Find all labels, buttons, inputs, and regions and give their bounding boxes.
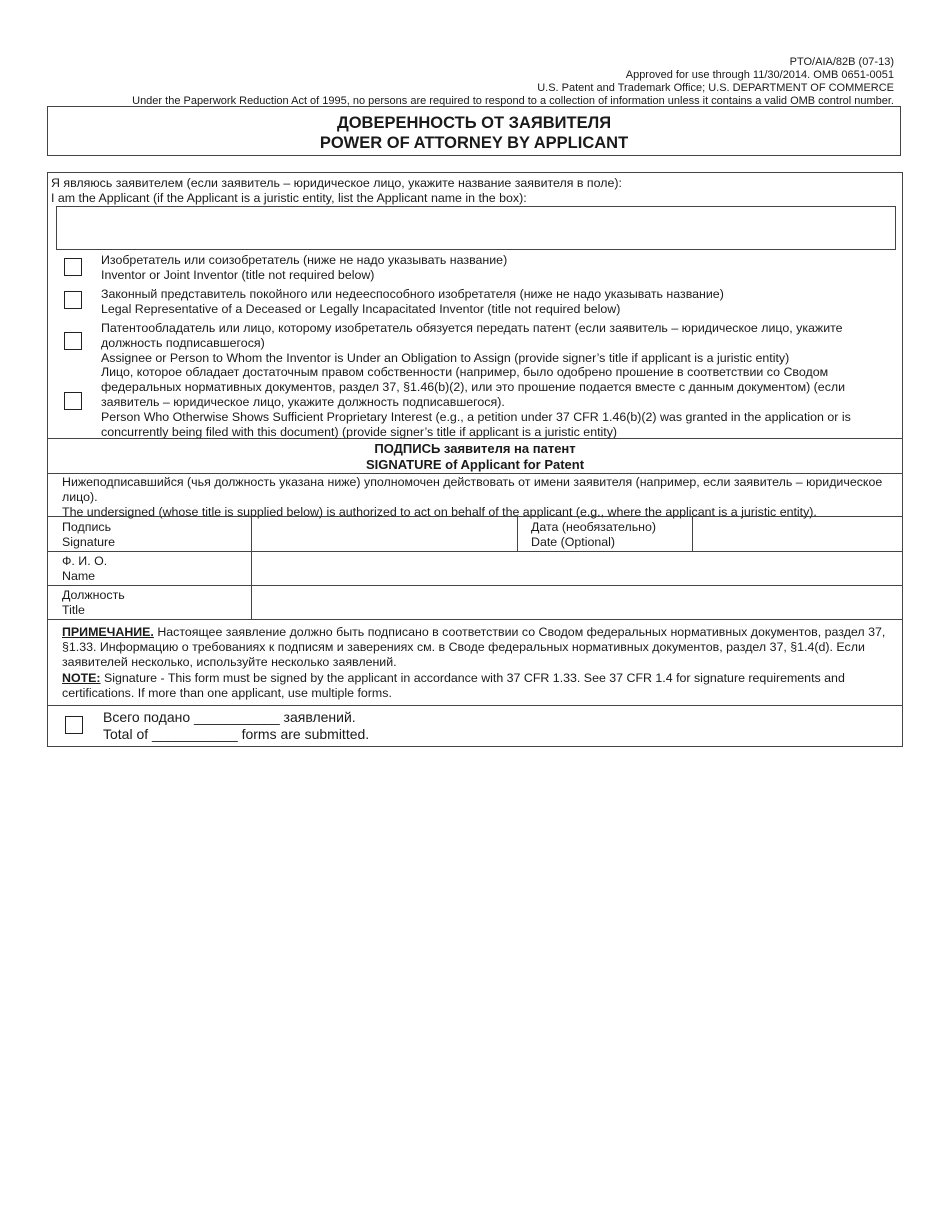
office-name: U.S. Patent and Trademark Office; U.S. DEPARTMENT OF COMMERCE <box>537 82 894 94</box>
divider <box>48 516 902 517</box>
date-label-en: Date (Optional) <box>531 535 616 549</box>
date-label <box>531 520 656 550</box>
signature-input[interactable] <box>258 520 513 550</box>
form-header <box>132 56 894 108</box>
option-proprietary-interest-ru: Лицо, которое обладает достаточным правом собственности (например, было одобрено прошение в соответствии со Сводом федеральных нормативных документов, раздел 37, §1.46(b)(2), или это прошение подается вместе с данным документом) (если заявитель – юридическое лицо, укажите должность подписавшегося). <box>101 365 846 409</box>
name-label-ru: Ф. И. О. <box>62 554 108 568</box>
signature-label-en: Signature <box>62 535 116 549</box>
note-ru-text: Настоящее заявление должно быть подписано в соответствии со Сводом федеральных нормативных документов, раздел 37, §1.33. Информацию о требованиях к подписям и заверениях см. в Своде федеральных нормативных документов, раздел 37, §1.4(d). Если заявителей несколько, используйте несколько заявлений. <box>62 625 886 669</box>
total-forms-ru: Всего подано ___________ заявлений. <box>103 709 356 725</box>
divider <box>48 619 902 620</box>
note-en-label: NOTE: <box>62 671 101 685</box>
signature-heading-ru: ПОДПИСЬ заявителя на патент <box>374 441 576 456</box>
signature-label-ru: Подпись <box>62 520 112 534</box>
note-en <box>62 671 892 701</box>
option-legal-representative-ru: Законный представитель покойного или недееспособного изобретателя (ниже не надо указывать название) <box>101 287 724 301</box>
note-en-text: Signature - This form must be signed by the applicant in accordance with 37 CFR 1.33. See 37 CFR 1.4 for signature requirements and certifications. If more than one applicant, use multiple forms. <box>62 671 845 700</box>
name-label <box>62 554 107 584</box>
note-ru <box>62 625 892 670</box>
checkbox-assignee[interactable] <box>64 332 82 350</box>
option-proprietary-interest-en: Person Who Otherwise Shows Sufficient Proprietary Interest (e.g., a petition under 37 CFR 1.46(b)(2) was granted in the application or is concurrently being filed with this document) (provide signer’s title if applicant is a juristic entity) <box>101 410 851 439</box>
divider <box>48 551 902 552</box>
name-label-en: Name <box>62 569 96 583</box>
applicant-intro-en: I am the Applicant (if the Applicant is a juristic entity, list the Applicant name in the box): <box>51 191 527 205</box>
divider <box>692 516 693 551</box>
signature-label <box>62 520 115 550</box>
option-legal-representative <box>101 287 871 317</box>
omb-approval: Approved for use through 11/30/2014. OMB 0651-0051 <box>625 69 894 81</box>
name-input[interactable] <box>258 554 888 584</box>
paperwork-notice: Under the Paperwork Reduction Act of 1995, no persons are required to respond to a collection of information unless it contains a valid OMB control number. <box>132 95 894 107</box>
option-inventor <box>101 253 871 283</box>
form-id: PTO/AIA/82B (07-13) <box>789 56 894 68</box>
authorization-en: The undersigned (whose title is supplied below) is authorized to act on behalf of the applicant (e.g., where the applicant is a juristic entity). <box>62 505 817 519</box>
divider <box>48 473 902 474</box>
applicant-intro-ru: Я являюсь заявителем (если заявитель – юридическое лицо, укажите название заявителя в поле): <box>51 176 622 190</box>
signature-heading-en: SIGNATURE of Applicant for Patent <box>365 457 585 472</box>
checkbox-inventor[interactable] <box>64 258 82 276</box>
option-assignee-en: Assignee or Person to Whom the Inventor is Under an Obligation to Assign (provide signer’s title if applicant is a juristic entity) <box>101 351 790 365</box>
applicant-name-input[interactable] <box>56 206 896 250</box>
checkbox-proprietary-interest[interactable] <box>64 392 82 410</box>
option-assignee-ru: Патентообладатель или лицо, которому изобретатель обязуется передать патент (если заявитель – юридическое лицо, укажите должность подписавшегося) <box>101 321 843 350</box>
checkbox-total-forms[interactable] <box>65 716 83 734</box>
form-title <box>47 106 901 156</box>
divider <box>48 585 902 586</box>
option-inventor-en: Inventor or Joint Inventor (title not required below) <box>101 268 375 282</box>
divider <box>48 438 902 439</box>
divider <box>48 705 902 706</box>
divider <box>251 516 252 619</box>
signature-heading <box>48 441 902 473</box>
form-body <box>47 172 903 747</box>
date-label-ru: Дата (необязательно) <box>531 520 657 534</box>
option-legal-representative-en: Legal Representative of a Deceased or Legally Incapacitated Inventor (title not required below) <box>101 302 621 316</box>
checkbox-legal-representative[interactable] <box>64 291 82 309</box>
authorization-ru: Нижеподписавшийся (чья должность указана ниже) уполномочен действовать от имени заявителя (например, если заявитель – юридическое лицо). <box>62 475 883 504</box>
divider <box>517 516 518 551</box>
option-proprietary-interest <box>101 365 871 440</box>
note-ru-label: ПРИМЕЧАНИЕ. <box>62 625 154 639</box>
form-title-ru: ДОВЕРЕННОСТЬ ОТ ЗАЯВИТЕЛЯ <box>336 114 612 132</box>
date-input[interactable] <box>698 520 898 550</box>
applicant-intro <box>51 176 896 206</box>
option-inventor-ru: Изобретатель или соизобретатель (ниже не надо указывать название) <box>101 253 508 267</box>
option-assignee <box>101 321 871 366</box>
form-title-en: POWER OF ATTORNEY BY APPLICANT <box>319 134 629 152</box>
title-label-en: Title <box>62 603 85 617</box>
title-label <box>62 588 125 618</box>
total-forms-en: Total of ___________ forms are submitted. <box>103 726 370 742</box>
total-forms <box>103 709 369 743</box>
authorization-text <box>62 475 894 520</box>
title-input[interactable] <box>258 588 888 618</box>
applicant-name-value <box>57 207 895 219</box>
title-label-ru: Должность <box>62 588 125 602</box>
